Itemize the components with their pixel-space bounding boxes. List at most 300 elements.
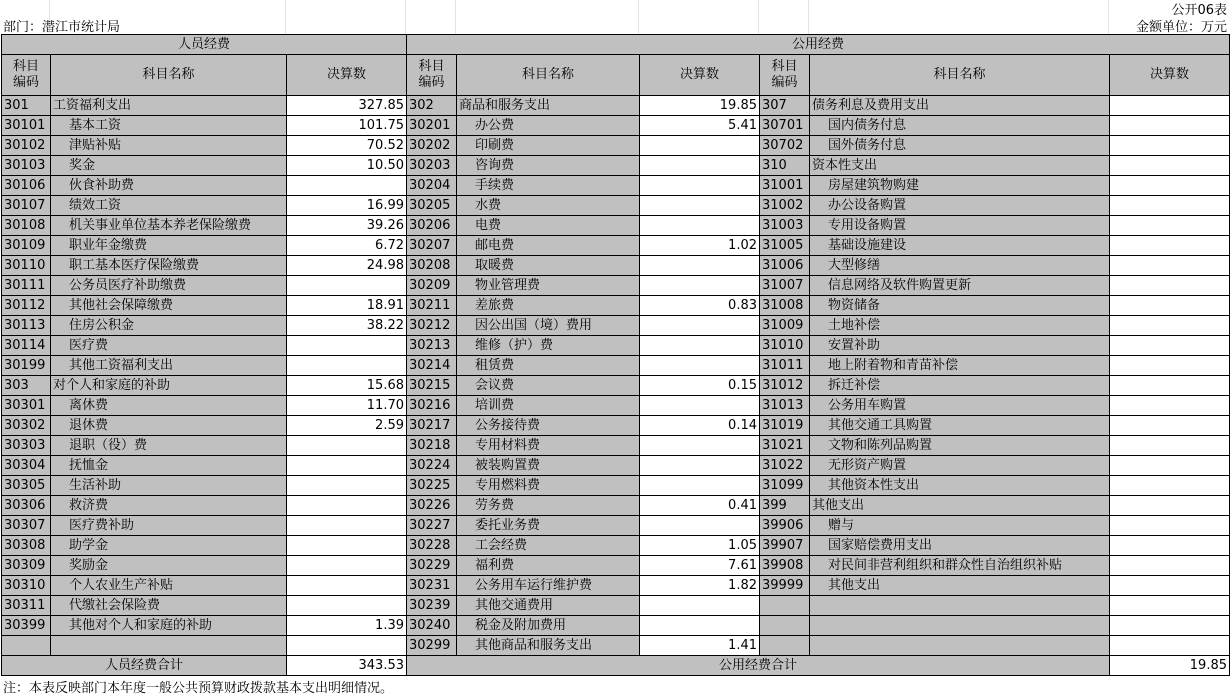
cell-code: 30213 xyxy=(407,336,457,356)
cell-amount: 24.98 xyxy=(287,256,407,276)
cell-amount: 5.41 xyxy=(640,116,760,136)
cell-name: 其他交通工具购置 xyxy=(810,416,1110,436)
cell-name: 机关事业单位基本养老保险缴费 xyxy=(51,216,287,236)
table-row xyxy=(2,596,1230,616)
cell-name: 物资储备 xyxy=(810,296,1110,316)
cell-amount xyxy=(640,256,760,276)
cell-amount xyxy=(640,476,760,496)
cell-amount xyxy=(287,636,407,656)
cell-code: 310 xyxy=(760,156,810,176)
cell-amount xyxy=(1110,616,1230,636)
cell-code: 302 xyxy=(407,96,457,116)
table-row xyxy=(2,516,1230,536)
cell-name: 债务利息及费用支出 xyxy=(810,96,1110,116)
cell-code: 30307 xyxy=(2,516,51,536)
cell-code: 30702 xyxy=(760,136,810,156)
cell-code: 30224 xyxy=(407,456,457,476)
cell-amount: 10.50 xyxy=(287,156,407,176)
cell-amount xyxy=(287,436,407,456)
cell-code: 30308 xyxy=(2,536,51,556)
cell-code: 30109 xyxy=(2,236,51,256)
cell-code: 30311 xyxy=(2,596,51,616)
table-row xyxy=(2,616,1230,636)
cell-code: 30231 xyxy=(407,576,457,596)
cell-amount xyxy=(287,556,407,576)
cell-name: 基础设施建设 xyxy=(810,236,1110,256)
cell-code: 39907 xyxy=(760,536,810,556)
total-public-value: 19.85 xyxy=(1110,656,1230,676)
cell-amount xyxy=(287,276,407,296)
cell-name: 取暖费 xyxy=(457,256,640,276)
cell-code: 30199 xyxy=(2,356,51,376)
cell-amount xyxy=(640,156,760,176)
header-info-row xyxy=(0,17,1231,34)
cell-amount xyxy=(1110,556,1230,576)
cell-amount: 16.99 xyxy=(287,196,407,216)
cell-code: 30208 xyxy=(407,256,457,276)
table-row xyxy=(2,116,1230,136)
cell-code xyxy=(760,616,810,636)
cell-name: 培训费 xyxy=(457,396,640,416)
cell-name: 资本性支出 xyxy=(810,156,1110,176)
cell-name: 代缴社会保险费 xyxy=(51,596,287,616)
cell-amount xyxy=(1110,136,1230,156)
cell-amount xyxy=(1110,456,1230,476)
cell-amount: 70.52 xyxy=(287,136,407,156)
cell-amount xyxy=(1110,316,1230,336)
table-row xyxy=(2,316,1230,336)
cell-amount xyxy=(1110,156,1230,176)
table-row xyxy=(2,216,1230,236)
cell-code: 31022 xyxy=(760,456,810,476)
cell-code: 39999 xyxy=(760,576,810,596)
cell-name: 其他商品和服务支出 xyxy=(457,636,640,656)
table-row xyxy=(2,456,1230,476)
cell-name: 土地补偿 xyxy=(810,316,1110,336)
cell-name: 租赁费 xyxy=(457,356,640,376)
cell-name: 基本工资 xyxy=(51,116,287,136)
cell-code: 30209 xyxy=(407,276,457,296)
cell-name: 劳务费 xyxy=(457,496,640,516)
cell-name: 对民间非营利组织和群众性自治组织补贴 xyxy=(810,556,1110,576)
cell-code: 30216 xyxy=(407,396,457,416)
cell-amount xyxy=(1110,376,1230,396)
cell-name: 信息网络及软件购置更新 xyxy=(810,276,1110,296)
cell-amount xyxy=(640,596,760,616)
cell-name: 印刷费 xyxy=(457,136,640,156)
cell-name: 物业管理费 xyxy=(457,276,640,296)
cell-amount: 38.22 xyxy=(287,316,407,336)
cell-code: 31005 xyxy=(760,236,810,256)
cell-name: 委托业务费 xyxy=(457,516,640,536)
cell-amount: 1.05 xyxy=(640,536,760,556)
cell-code: 30310 xyxy=(2,576,51,596)
table-row xyxy=(2,276,1230,296)
cell-amount xyxy=(1110,496,1230,516)
table-row xyxy=(2,636,1230,656)
cell-amount: 1.41 xyxy=(640,636,760,656)
cell-amount: 1.82 xyxy=(640,576,760,596)
cell-name: 退休费 xyxy=(51,416,287,436)
cell-name: 地上附着物和青苗补偿 xyxy=(810,356,1110,376)
cell-code: 30211 xyxy=(407,296,457,316)
table-row xyxy=(2,576,1230,596)
table-row xyxy=(2,396,1230,416)
cell-name: 救济费 xyxy=(51,496,287,516)
cell-name: 大型修缮 xyxy=(810,256,1110,276)
cell-name: 其他工资福利支出 xyxy=(51,356,287,376)
total-personnel-value: 343.53 xyxy=(287,656,407,676)
cell-amount: 11.70 xyxy=(287,396,407,416)
column-header-name: 科目名称 xyxy=(51,55,287,96)
cell-name: 福利费 xyxy=(457,556,640,576)
cell-amount xyxy=(640,616,760,636)
cell-code: 399 xyxy=(760,496,810,516)
cell-code: 30214 xyxy=(407,356,457,376)
cell-name: 工资福利支出 xyxy=(51,96,287,116)
table-row xyxy=(2,136,1230,156)
cell-name: 公务用车运行维护费 xyxy=(457,576,640,596)
cell-name xyxy=(810,636,1110,656)
cell-code: 30212 xyxy=(407,316,457,336)
cell-amount: 1.39 xyxy=(287,616,407,636)
table-row xyxy=(2,156,1230,176)
cell-code: 30306 xyxy=(2,496,51,516)
cell-name: 咨询费 xyxy=(457,156,640,176)
cell-code: 31009 xyxy=(760,316,810,336)
cell-code: 30305 xyxy=(2,476,51,496)
cell-code: 30226 xyxy=(407,496,457,516)
cell-code: 31001 xyxy=(760,176,810,196)
cell-name: 个人农业生产补贴 xyxy=(51,576,287,596)
cell-amount xyxy=(287,356,407,376)
cell-name: 抚恤金 xyxy=(51,456,287,476)
cell-name: 文物和陈列品购置 xyxy=(810,436,1110,456)
cell-name: 其他社会保障缴费 xyxy=(51,296,287,316)
cell-code: 303 xyxy=(2,376,51,396)
cell-name: 退职（役）费 xyxy=(51,436,287,456)
table-row xyxy=(2,96,1230,116)
cell-code: 30110 xyxy=(2,256,51,276)
column-header-name: 科目名称 xyxy=(457,55,640,96)
cell-amount xyxy=(1110,396,1230,416)
cell-code: 301 xyxy=(2,96,51,116)
cell-code: 30106 xyxy=(2,176,51,196)
cell-code: 30217 xyxy=(407,416,457,436)
cell-name: 无形资产购置 xyxy=(810,456,1110,476)
cell-name: 其他支出 xyxy=(810,496,1110,516)
cell-name: 专用材料费 xyxy=(457,436,640,456)
cell-name: 绩效工资 xyxy=(51,196,287,216)
form-code: 公开06表 xyxy=(1171,3,1227,18)
cell-amount: 101.75 xyxy=(287,116,407,136)
cell-code: 30399 xyxy=(2,616,51,636)
cell-name: 维修（护）费 xyxy=(457,336,640,356)
cell-name: 住房公积金 xyxy=(51,316,287,336)
cell-amount: 2.59 xyxy=(287,416,407,436)
cell-code: 30206 xyxy=(407,216,457,236)
form-code-row xyxy=(0,0,1231,17)
cell-name: 职业年金缴费 xyxy=(51,236,287,256)
cell-amount xyxy=(1110,476,1230,496)
cell-name: 其他对个人和家庭的补助 xyxy=(51,616,287,636)
cell-amount: 0.83 xyxy=(640,296,760,316)
cell-name: 助学金 xyxy=(51,536,287,556)
cell-code: 31008 xyxy=(760,296,810,316)
cell-code: 30203 xyxy=(407,156,457,176)
cell-name: 赠与 xyxy=(810,516,1110,536)
cell-name: 公务接待费 xyxy=(457,416,640,436)
cell-code: 30113 xyxy=(2,316,51,336)
cell-code: 30107 xyxy=(2,196,51,216)
cell-name: 被装购置费 xyxy=(457,456,640,476)
cell-name: 拆迁补偿 xyxy=(810,376,1110,396)
cell-code: 30304 xyxy=(2,456,51,476)
cell-amount: 0.14 xyxy=(640,416,760,436)
cell-amount xyxy=(287,176,407,196)
column-header-name: 科目名称 xyxy=(810,55,1110,96)
cell-code: 31013 xyxy=(760,396,810,416)
cell-code: 30299 xyxy=(407,636,457,656)
cell-name: 国外债务付息 xyxy=(810,136,1110,156)
cell-name: 对个人和家庭的补助 xyxy=(51,376,287,396)
cell-name: 安置补助 xyxy=(810,336,1110,356)
cell-amount xyxy=(1110,96,1230,116)
cell-code: 30229 xyxy=(407,556,457,576)
cell-name: 因公出国（境）费用 xyxy=(457,316,640,336)
cell-name: 公务用车购置 xyxy=(810,396,1110,416)
cell-name: 税金及附加费用 xyxy=(457,616,640,636)
cell-name: 专用设备购置 xyxy=(810,216,1110,236)
cell-name: 会议费 xyxy=(457,376,640,396)
footnote: 注：本表反映部门本年度一般公共预算财政拨款基本支出明细情况。 xyxy=(3,681,394,696)
cell-name: 其他资本性支出 xyxy=(810,476,1110,496)
table-row xyxy=(2,336,1230,356)
cell-name: 其他交通费用 xyxy=(457,596,640,616)
total-public-label: 公用经费合计 xyxy=(407,656,1110,676)
table-row xyxy=(2,356,1230,376)
table-row xyxy=(2,196,1230,216)
cell-amount xyxy=(287,456,407,476)
cell-name: 奖励金 xyxy=(51,556,287,576)
cell-name: 办公设备购置 xyxy=(810,196,1110,216)
cell-code: 30215 xyxy=(407,376,457,396)
cell-code: 30108 xyxy=(2,216,51,236)
cell-name: 伙食补助费 xyxy=(51,176,287,196)
cell-amount xyxy=(640,396,760,416)
cell-amount xyxy=(640,516,760,536)
cell-amount: 327.85 xyxy=(287,96,407,116)
table-row xyxy=(2,476,1230,496)
cell-code: 30112 xyxy=(2,296,51,316)
cell-amount xyxy=(287,496,407,516)
column-header-code: 科目 编码 xyxy=(2,55,51,96)
cell-amount xyxy=(287,476,407,496)
cell-amount xyxy=(640,316,760,336)
table-row xyxy=(2,436,1230,456)
cell-code xyxy=(760,596,810,616)
section-public-header: 公用经费 xyxy=(407,35,1230,55)
table-row xyxy=(2,496,1230,516)
cell-code: 30218 xyxy=(407,436,457,456)
table-row xyxy=(2,536,1230,556)
cell-code xyxy=(2,636,51,656)
cell-code: 39906 xyxy=(760,516,810,536)
cell-code: 31012 xyxy=(760,376,810,396)
cell-name: 邮电费 xyxy=(457,236,640,256)
cell-code: 30103 xyxy=(2,156,51,176)
cell-amount: 39.26 xyxy=(287,216,407,236)
cell-code: 30240 xyxy=(407,616,457,636)
cell-name: 房屋建筑物购建 xyxy=(810,176,1110,196)
cell-code: 31021 xyxy=(760,436,810,456)
cell-name: 国内债务付息 xyxy=(810,116,1110,136)
cell-name: 奖金 xyxy=(51,156,287,176)
cell-amount xyxy=(1110,216,1230,236)
cell-amount xyxy=(640,336,760,356)
cell-amount xyxy=(287,576,407,596)
cell-name: 医疗费补助 xyxy=(51,516,287,536)
table-row xyxy=(2,296,1230,316)
section-personnel-header: 人员经费 xyxy=(2,35,407,55)
column-header-code: 科目 编码 xyxy=(760,55,810,96)
cell-code: 30239 xyxy=(407,596,457,616)
cell-code: 39908 xyxy=(760,556,810,576)
cell-amount: 1.02 xyxy=(640,236,760,256)
cell-code: 31006 xyxy=(760,256,810,276)
cell-amount xyxy=(1110,536,1230,556)
cell-code: 31099 xyxy=(760,476,810,496)
cell-code: 30309 xyxy=(2,556,51,576)
cell-amount xyxy=(287,536,407,556)
cell-name xyxy=(51,636,287,656)
cell-code: 31003 xyxy=(760,216,810,236)
cell-amount xyxy=(1110,336,1230,356)
cell-name xyxy=(810,616,1110,636)
cell-amount xyxy=(1110,116,1230,136)
table-row xyxy=(2,416,1230,436)
cell-code: 30114 xyxy=(2,336,51,356)
cell-code: 30102 xyxy=(2,136,51,156)
cell-amount xyxy=(1110,236,1230,256)
cell-code: 31007 xyxy=(760,276,810,296)
cell-code: 30202 xyxy=(407,136,457,156)
table-row xyxy=(2,556,1230,576)
cell-amount xyxy=(1110,356,1230,376)
cell-name: 工会经费 xyxy=(457,536,640,556)
cell-amount xyxy=(1110,636,1230,656)
total-row xyxy=(2,656,1230,676)
cell-amount xyxy=(1110,176,1230,196)
cell-code: 30201 xyxy=(407,116,457,136)
cell-name: 专用燃料费 xyxy=(457,476,640,496)
cell-amount xyxy=(1110,276,1230,296)
cell-amount: 0.41 xyxy=(640,496,760,516)
cell-code: 31011 xyxy=(760,356,810,376)
column-header-amount: 决算数 xyxy=(1110,55,1230,96)
cell-name: 差旅费 xyxy=(457,296,640,316)
cell-amount xyxy=(640,196,760,216)
cell-amount: 19.85 xyxy=(640,96,760,116)
column-header-code: 科目 编码 xyxy=(407,55,457,96)
cell-name: 离休费 xyxy=(51,396,287,416)
cell-amount xyxy=(1110,296,1230,316)
cell-code: 307 xyxy=(760,96,810,116)
cell-amount xyxy=(1110,576,1230,596)
total-personnel-label: 人员经费合计 xyxy=(2,656,287,676)
cell-name: 职工基本医疗保险缴费 xyxy=(51,256,287,276)
cell-code: 30701 xyxy=(760,116,810,136)
cell-amount: 6.72 xyxy=(287,236,407,256)
cell-code: 31002 xyxy=(760,196,810,216)
department-label: 部门：潜江市统计局 xyxy=(3,20,121,35)
cell-amount xyxy=(1110,416,1230,436)
cell-amount: 7.61 xyxy=(640,556,760,576)
cell-code: 31010 xyxy=(760,336,810,356)
cell-code: 30207 xyxy=(407,236,457,256)
cell-amount xyxy=(640,276,760,296)
cell-code: 30228 xyxy=(407,536,457,556)
cell-code: 30204 xyxy=(407,176,457,196)
cell-amount xyxy=(640,456,760,476)
cell-code: 30302 xyxy=(2,416,51,436)
table-row xyxy=(2,256,1230,276)
cell-amount xyxy=(1110,516,1230,536)
cell-code: 30225 xyxy=(407,476,457,496)
cell-name: 津贴补贴 xyxy=(51,136,287,156)
cell-amount xyxy=(287,596,407,616)
cell-name: 办公费 xyxy=(457,116,640,136)
table-row xyxy=(2,376,1230,396)
cell-code: 30101 xyxy=(2,116,51,136)
cell-name: 其他支出 xyxy=(810,576,1110,596)
cell-name: 公务员医疗补助缴费 xyxy=(51,276,287,296)
cell-code: 30301 xyxy=(2,396,51,416)
expenditure-table xyxy=(1,34,1230,676)
unit-label: 金额单位：万元 xyxy=(1135,20,1227,35)
cell-amount xyxy=(287,336,407,356)
cell-name: 国家赔偿费用支出 xyxy=(810,536,1110,556)
cell-amount: 0.15 xyxy=(640,376,760,396)
cell-code: 30205 xyxy=(407,196,457,216)
cell-amount xyxy=(640,176,760,196)
cell-code: 30227 xyxy=(407,516,457,536)
cell-amount xyxy=(1110,436,1230,456)
cell-amount xyxy=(640,436,760,456)
cell-amount xyxy=(640,216,760,236)
cell-code xyxy=(760,636,810,656)
cell-name: 手续费 xyxy=(457,176,640,196)
cell-name: 水费 xyxy=(457,196,640,216)
column-header-amount: 决算数 xyxy=(640,55,760,96)
cell-amount xyxy=(1110,596,1230,616)
cell-name xyxy=(810,596,1110,616)
cell-code: 30303 xyxy=(2,436,51,456)
cell-name: 电费 xyxy=(457,216,640,236)
cell-amount: 18.91 xyxy=(287,296,407,316)
cell-amount: 15.68 xyxy=(287,376,407,396)
table-row xyxy=(2,176,1230,196)
cell-amount xyxy=(640,136,760,156)
table-row xyxy=(2,236,1230,256)
cell-name: 生活补助 xyxy=(51,476,287,496)
cell-amount xyxy=(1110,196,1230,216)
cell-code: 30111 xyxy=(2,276,51,296)
column-header-amount: 决算数 xyxy=(287,55,407,96)
cell-amount xyxy=(1110,256,1230,276)
cell-name: 商品和服务支出 xyxy=(457,96,640,116)
cell-name: 医疗费 xyxy=(51,336,287,356)
